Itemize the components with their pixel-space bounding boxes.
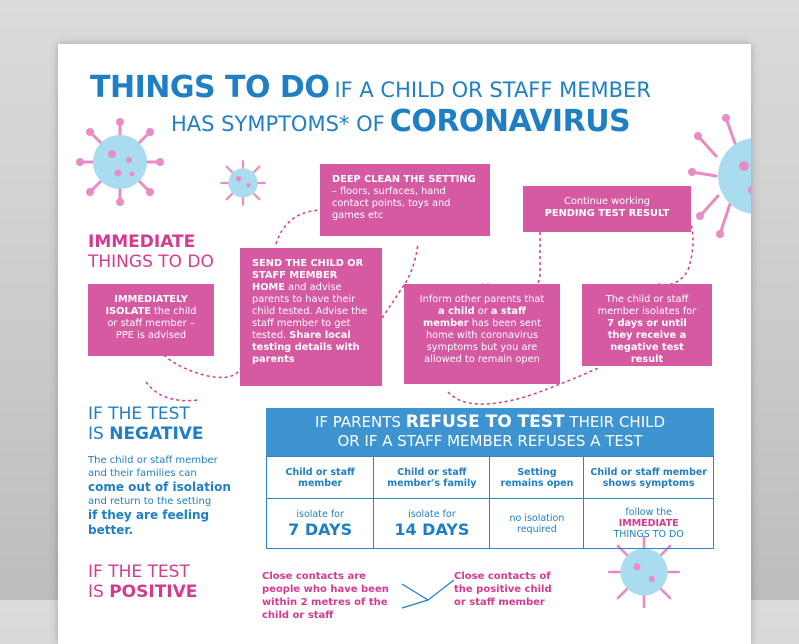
close-contacts-positive-text: Close contacts of the positive child or staff member	[454, 571, 552, 608]
inform-t1: Inform other parents that	[419, 294, 545, 305]
inform-t3: has been sent home with coronavirus symptoms but you are allowed to remain open	[424, 318, 541, 365]
deep-clean-text: – floors, surfaces, hand contact points, toys and games etc	[332, 186, 451, 221]
send-home-box	[240, 248, 382, 386]
send-home-bold: SEND THE CHILD OR STAFF MEMBER HOME	[252, 258, 364, 293]
negative-p2: and return to the setting	[88, 496, 212, 507]
col-header-3: Setting remains open	[490, 457, 584, 499]
inform-t2: or	[474, 306, 491, 317]
deep-clean-box	[320, 164, 490, 236]
positive-h2-bold: POSITIVE	[109, 582, 198, 602]
continue-text: Continue working	[563, 196, 651, 207]
cell-symptoms-pink: IMMEDIATE	[618, 518, 679, 529]
cell-child	[267, 499, 374, 549]
refuse-l1-post: THEIR CHILD	[564, 413, 666, 431]
isolates-bold: 7 days or until they receive a negative test result	[607, 318, 687, 365]
negative-h1: IF THE TEST	[88, 404, 190, 424]
refuse-panel	[266, 408, 714, 549]
inform-box	[404, 284, 560, 384]
cell-setting	[490, 499, 584, 549]
col-header-2: Child or staff member's family	[374, 457, 490, 499]
send-home-text: and advise parents to have their child tested. Advise the staff member to get tested.	[252, 282, 368, 341]
cell-family-big: 14 DAYS	[394, 519, 470, 539]
isolate-bold: IMMEDIATELY ISOLATE	[105, 294, 188, 317]
isolates-box	[582, 284, 712, 366]
isolate-box	[88, 284, 214, 356]
negative-h2-bold: NEGATIVE	[109, 424, 204, 444]
page-title	[90, 70, 651, 105]
subtitle-pre: HAS SYMPTOMS* OF	[171, 112, 385, 136]
immediate-heading-rest: THINGS TO DO	[88, 252, 214, 272]
negative-h2-pre: IS	[88, 424, 110, 444]
negative-p1: The child or staff member and their families can	[88, 455, 218, 479]
negative-section	[88, 404, 238, 538]
send-home-share: Share local testing details with parents	[252, 330, 360, 365]
negative-p1b: come out of isolation	[88, 480, 231, 494]
subtitle-bold: CORONAVIRUS	[389, 104, 631, 139]
immediate-heading	[88, 232, 214, 272]
col-header-1: Child or staff member	[267, 457, 374, 499]
title-bold: THINGS TO DO	[90, 70, 330, 105]
positive-h1: IF THE TEST	[88, 562, 190, 582]
cell-symptoms-rest: THINGS TO DO	[613, 529, 684, 540]
immediate-heading-bold: IMMEDIATE	[88, 232, 196, 252]
page-subtitle	[171, 104, 630, 139]
deep-clean-bold: DEEP CLEAN THE SETTING	[332, 174, 476, 185]
col-header-4: Child or staff member shows symptoms	[584, 457, 714, 499]
refuse-l1-pre: IF PARENTS	[314, 413, 406, 431]
arrow-lines	[398, 574, 458, 614]
refuse-l1-bold: REFUSE TO TEST	[405, 412, 565, 432]
title-rest: IF A CHILD OR STAFF MEMBER	[334, 78, 651, 102]
refuse-l2: OR IF A STAFF MEMBER REFUSES A TEST	[337, 432, 643, 450]
close-contacts-text: Close contacts are people who have been within 2 metres of the child or staff	[262, 571, 389, 621]
cell-setting-text: no isolation required	[509, 512, 565, 535]
cell-symptoms	[584, 499, 714, 549]
cell-symptoms-small: follow the	[625, 507, 672, 518]
cell-family-small: isolate for	[408, 508, 456, 520]
poster	[58, 44, 751, 644]
isolates-text: The child or staff member isolates for	[597, 294, 697, 317]
isolate-text: the child or staff member – PPE is advised	[107, 306, 197, 341]
continue-bold: PENDING TEST RESULT	[544, 208, 670, 219]
cell-family	[374, 499, 490, 549]
cell-child-big: 7 DAYS	[288, 519, 353, 539]
cell-child-small: isolate for	[296, 508, 344, 520]
negative-p2b: if they are feeling better.	[88, 508, 210, 537]
inform-b2: a staff member	[423, 306, 526, 329]
refuse-table	[266, 456, 714, 549]
positive-section	[88, 562, 238, 602]
refuse-header	[266, 408, 714, 456]
inform-b1: a child	[438, 306, 475, 317]
positive-h2-pre: IS	[88, 582, 110, 602]
continue-box	[523, 186, 691, 232]
